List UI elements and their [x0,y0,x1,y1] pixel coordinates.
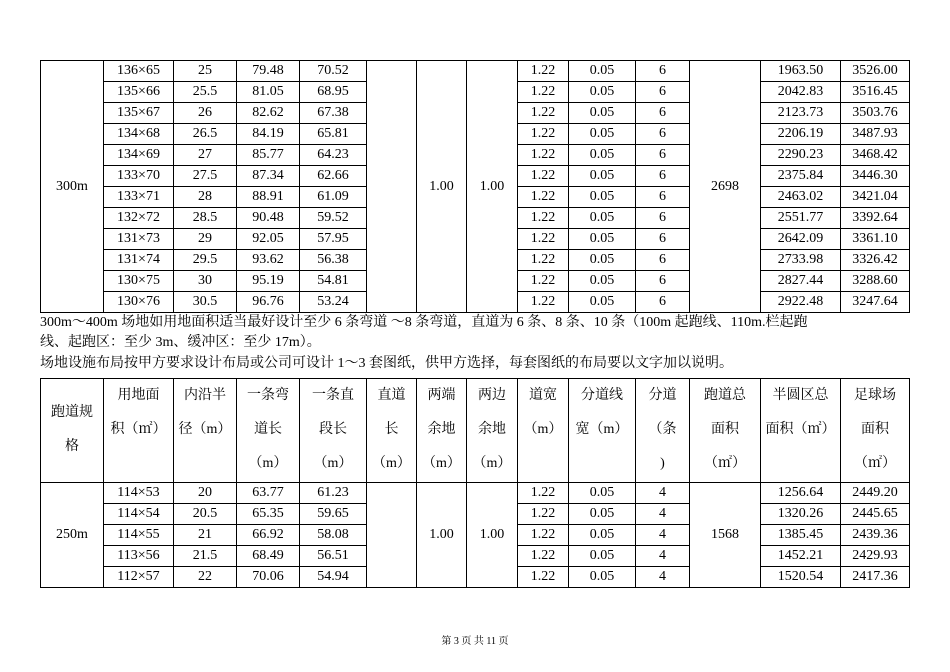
straight-segment-cell: 68.95 [300,82,367,103]
lane-line-width-cell: 0.05 [569,525,636,546]
straight-segment-cell: 56.51 [300,546,367,567]
column-header [467,379,518,483]
lane-line-width-cell: 0.05 [569,567,636,588]
column-header-line: 积（㎡） [110,422,167,437]
curve-length-cell: 85.77 [237,145,300,166]
lane-line-width-cell: 0.05 [569,483,636,504]
land-area-cell: 114×54 [104,504,174,525]
lane-count-cell: 6 [636,103,690,124]
column-header-line: （m） [313,456,353,471]
column-header-line: 面积 [711,422,739,437]
inner-radius-cell: 29.5 [174,250,237,271]
page-footer: 第 3 页 共 11 页 [441,636,509,647]
lane-count-cell: 4 [636,504,690,525]
curve-length-cell: 92.05 [237,229,300,250]
track-table-250m-header [41,379,910,483]
column-header-line: 长 [384,422,399,437]
curve-length-cell: 79.48 [237,61,300,82]
design-note-line-1: 300m～400m 场地如用地面积适当最好设计至少 6 条弯道 ～8 条弯道，直道为 6 条、8 条、10 条（100m 起跑线、110m.栏起跑 [40,315,808,330]
column-header-line: （m） [523,422,563,437]
design-note-line-2: 线、起跑区：至少 3m、缓冲区：至少 17m）。 [40,335,321,350]
straight-segment-cell: 57.95 [300,229,367,250]
column-header-line: 直道 [377,388,406,403]
column-header-line: （㎡） [704,456,746,471]
semicircle-area-cell: 2827.44 [761,271,841,292]
football-area-cell: 3468.42 [841,145,910,166]
column-header [636,379,690,483]
semicircle-area-cell: 2206.19 [761,124,841,145]
lane-width-cell: 1.22 [518,166,569,187]
column-header-line: 用地面 [117,388,160,403]
lane-width-cell: 1.22 [518,208,569,229]
column-header-line: （m） [248,456,288,471]
inner-radius-cell: 25 [174,61,237,82]
lane-width-cell: 1.22 [518,187,569,208]
land-area-cell: 135×67 [104,103,174,124]
lane-width-cell: 1.22 [518,292,569,313]
lane-count-cell: 6 [636,124,690,145]
lane-count-cell: 6 [636,250,690,271]
land-area-cell: 131×74 [104,250,174,271]
curve-length-cell: 88.91 [237,187,300,208]
football-area-cell: 2445.65 [841,504,910,525]
curve-length-cell: 90.48 [237,208,300,229]
curve-length-cell: 81.05 [237,82,300,103]
semicircle-area-cell: 1320.26 [761,504,841,525]
semicircle-area-cell: 2733.98 [761,250,841,271]
semicircle-area-cell: 1520.54 [761,567,841,588]
lane-width-cell: 1.22 [518,229,569,250]
straight-segment-cell: 70.52 [300,61,367,82]
lane-line-width-cell: 0.05 [569,145,636,166]
football-area-cell: 2449.20 [841,483,910,504]
lane-line-width-cell: 0.05 [569,546,636,567]
track-spec-cell: 300m [41,61,104,313]
inner-radius-cell: 28 [174,187,237,208]
football-area-cell: 3247.64 [841,292,910,313]
lane-line-width-cell: 0.05 [569,103,636,124]
column-header [174,379,237,483]
football-area-cell: 2417.36 [841,567,910,588]
column-header [518,379,569,483]
straight-track-cell [367,483,417,588]
inner-radius-cell: 21 [174,525,237,546]
inner-radius-cell: 26.5 [174,124,237,145]
column-header-line: 分道线 [581,388,623,403]
column-header-line: 余地 [478,422,506,437]
semicircle-area-cell: 2375.84 [761,166,841,187]
side-margin-cell: 1.00 [467,483,518,588]
track-total-area-cell: 2698 [690,61,761,313]
straight-segment-cell: 53.24 [300,292,367,313]
inner-radius-cell: 21.5 [174,546,237,567]
lane-line-width-cell: 0.05 [569,229,636,250]
column-header-line: 足球场 [854,388,896,403]
lane-line-width-cell: 0.05 [569,250,636,271]
football-area-cell: 3288.60 [841,271,910,292]
curve-length-cell: 93.62 [237,250,300,271]
semicircle-area-cell: 2642.09 [761,229,841,250]
curve-length-cell: 95.19 [237,271,300,292]
lane-line-width-cell: 0.05 [569,124,636,145]
semicircle-area-cell: 1385.45 [761,525,841,546]
curve-length-cell: 87.34 [237,166,300,187]
column-header-line: 余地 [427,422,456,437]
football-area-cell: 3361.10 [841,229,910,250]
land-area-cell: 134×69 [104,145,174,166]
lane-count-cell: 6 [636,145,690,166]
column-header-line: 道宽 [529,388,557,403]
column-header-line: 半圆区总 [772,388,829,403]
column-header-line: 一条直 [312,388,354,403]
land-area-cell: 130×75 [104,271,174,292]
land-area-cell: 134×68 [104,124,174,145]
column-header-line: 格 [65,439,79,454]
lane-line-width-cell: 0.05 [569,166,636,187]
straight-segment-cell: 56.38 [300,250,367,271]
straight-segment-cell: 59.65 [300,504,367,525]
column-header [690,379,761,483]
lane-width-cell: 1.22 [518,567,569,588]
curve-length-cell: 96.76 [237,292,300,313]
football-area-cell: 3503.76 [841,103,910,124]
straight-segment-cell: 54.81 [300,271,367,292]
inner-radius-cell: 26 [174,103,237,124]
lane-count-cell: 6 [636,82,690,103]
football-area-cell: 3421.04 [841,187,910,208]
football-area-cell: 3392.64 [841,208,910,229]
column-header [104,379,174,483]
straight-track-cell [367,61,417,313]
land-area-cell: 133×70 [104,166,174,187]
column-header [417,379,467,483]
column-header-line: 跑道规 [51,405,93,420]
lane-width-cell: 1.22 [518,124,569,145]
lane-count-cell: 4 [636,567,690,588]
column-header-line: 面积 [861,422,889,437]
track-total-area-cell: 1568 [690,483,761,588]
column-header-line: 分道 [648,388,677,403]
football-area-cell: 3326.42 [841,250,910,271]
inner-radius-cell: 22 [174,567,237,588]
end-margin-cell: 1.00 [417,61,467,313]
straight-segment-cell: 62.66 [300,166,367,187]
football-area-cell: 3526.00 [841,61,910,82]
side-margin-cell: 1.00 [467,61,518,313]
lane-count-cell: 6 [636,292,690,313]
lane-width-cell: 1.22 [518,525,569,546]
football-area-cell: 3446.30 [841,166,910,187]
semicircle-area-cell: 2042.83 [761,82,841,103]
column-header-line: 道长 [254,422,282,437]
semicircle-area-cell: 2551.77 [761,208,841,229]
inner-radius-cell: 30 [174,271,237,292]
straight-segment-cell: 64.23 [300,145,367,166]
lane-count-cell: 6 [636,229,690,250]
lane-width-cell: 1.22 [518,61,569,82]
lane-line-width-cell: 0.05 [569,187,636,208]
inner-radius-cell: 27.5 [174,166,237,187]
track-table-250m-body [41,483,910,588]
lane-count-cell: 4 [636,546,690,567]
land-area-cell: 114×53 [104,483,174,504]
land-area-cell: 112×57 [104,567,174,588]
lane-line-width-cell: 0.05 [569,504,636,525]
lane-line-width-cell: 0.05 [569,292,636,313]
lane-line-width-cell: 0.05 [569,271,636,292]
column-header-line: 两端 [427,388,456,403]
lane-line-width-cell: 0.05 [569,82,636,103]
land-area-cell: 131×73 [104,229,174,250]
semicircle-area-cell: 1452.21 [761,546,841,567]
lane-count-cell: 6 [636,187,690,208]
column-header [569,379,636,483]
lane-width-cell: 1.22 [518,271,569,292]
column-header-line: ) [660,456,665,471]
column-header-line: 跑道总 [704,388,746,403]
straight-segment-cell: 67.38 [300,103,367,124]
column-header-line: 径（m） [178,422,232,437]
land-area-cell: 113×56 [104,546,174,567]
lane-count-cell: 6 [636,208,690,229]
design-note-line-3: 场地设施布局按甲方要求设计布局或公司可设计 1～3 套图纸，供甲方选择，每套图纸的布局要以文字加以说明。 [40,356,733,371]
column-header-line: 两边 [478,388,506,403]
column-header [761,379,841,483]
column-header-line: （条 [648,422,677,437]
lane-line-width-cell: 0.05 [569,208,636,229]
inner-radius-cell: 25.5 [174,82,237,103]
straight-segment-cell: 58.08 [300,525,367,546]
column-header [841,379,910,483]
curve-length-cell: 84.19 [237,124,300,145]
curve-length-cell: 63.77 [237,483,300,504]
curve-length-cell: 68.49 [237,546,300,567]
column-header-line: 一条弯 [247,388,289,403]
end-margin-cell: 1.00 [417,483,467,588]
lane-width-cell: 1.22 [518,504,569,525]
lane-count-cell: 6 [636,61,690,82]
straight-segment-cell: 65.81 [300,124,367,145]
column-header [300,379,367,483]
column-header-line: （m） [372,456,411,471]
track-spec-cell: 250m [41,483,104,588]
lane-width-cell: 1.22 [518,103,569,124]
football-area-cell: 3516.45 [841,82,910,103]
lane-line-width-cell: 0.05 [569,61,636,82]
semicircle-area-cell: 2922.48 [761,292,841,313]
inner-radius-cell: 28.5 [174,208,237,229]
lane-width-cell: 1.22 [518,250,569,271]
track-table-300m-body [41,61,910,313]
straight-segment-cell: 59.52 [300,208,367,229]
curve-length-cell: 82.62 [237,103,300,124]
lane-count-cell: 6 [636,271,690,292]
column-header-line: 内沿半 [184,388,226,403]
curve-length-cell: 70.06 [237,567,300,588]
land-area-cell: 135×66 [104,82,174,103]
lane-width-cell: 1.22 [518,546,569,567]
inner-radius-cell: 29 [174,229,237,250]
column-header-line: （m） [422,456,461,471]
straight-segment-cell: 54.94 [300,567,367,588]
lane-width-cell: 1.22 [518,145,569,166]
lane-count-cell: 4 [636,525,690,546]
lane-width-cell: 1.22 [518,483,569,504]
curve-length-cell: 65.35 [237,504,300,525]
column-header [367,379,417,483]
column-header-line: 段长 [319,422,347,437]
column-header-line: （㎡） [854,456,896,471]
football-area-cell: 3487.93 [841,124,910,145]
land-area-cell: 136×65 [104,61,174,82]
curve-length-cell: 66.92 [237,525,300,546]
semicircle-area-cell: 2123.73 [761,103,841,124]
football-area-cell: 2439.36 [841,525,910,546]
lane-count-cell: 4 [636,483,690,504]
table-row [41,483,910,504]
land-area-cell: 114×55 [104,525,174,546]
track-table-300m [40,60,910,313]
land-area-cell: 130×76 [104,292,174,313]
column-header [41,379,104,483]
column-header-line: 宽（m） [575,422,629,437]
semicircle-area-cell: 2463.02 [761,187,841,208]
track-table-250m [40,378,910,588]
table-row [41,61,910,82]
straight-segment-cell: 61.23 [300,483,367,504]
column-header [237,379,300,483]
land-area-cell: 133×71 [104,187,174,208]
semicircle-area-cell: 2290.23 [761,145,841,166]
column-header-line: 面积（㎡） [765,422,836,437]
lane-count-cell: 6 [636,166,690,187]
semicircle-area-cell: 1963.50 [761,61,841,82]
land-area-cell: 132×72 [104,208,174,229]
football-area-cell: 2429.93 [841,546,910,567]
inner-radius-cell: 30.5 [174,292,237,313]
inner-radius-cell: 20.5 [174,504,237,525]
lane-width-cell: 1.22 [518,82,569,103]
inner-radius-cell: 27 [174,145,237,166]
column-header-line: （m） [472,456,512,471]
straight-segment-cell: 61.09 [300,187,367,208]
inner-radius-cell: 20 [174,483,237,504]
semicircle-area-cell: 1256.64 [761,483,841,504]
